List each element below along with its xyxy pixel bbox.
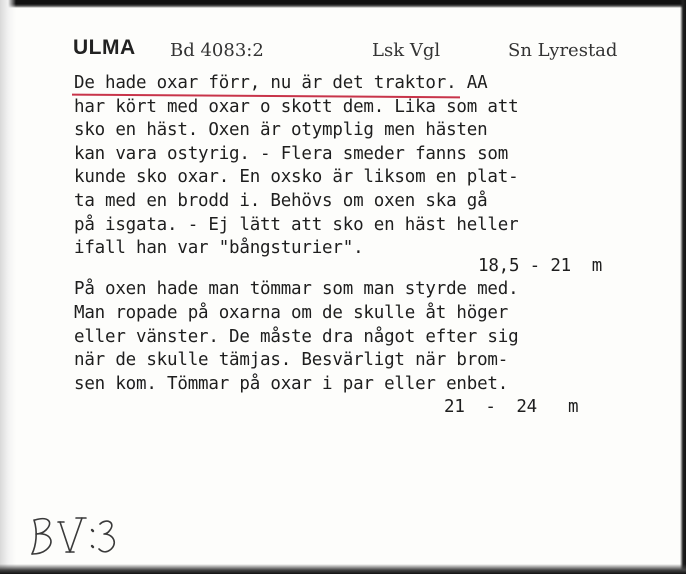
text-line: sen kom. Tömmar på oxar i par eller enbet. [74,373,509,394]
text-line: ifall han var "bångsturier". [74,238,364,259]
text-fragment: AA [456,73,488,93]
measure-line [74,396,679,420]
text-line: när de skulle tämjas. Besvärligt när brom- [74,350,509,371]
text-line: Man ropade på oxarna om de skulle åt höger [74,302,509,323]
parish-name: Sn Lyrestad [508,40,618,61]
handwritten-archive-mark [24,512,124,560]
recording-measure: 18,5 - 21 m [478,255,603,276]
archive-org-label: ULMA [73,36,136,59]
text-line [74,72,679,96]
card-left-edge [0,0,16,574]
card-bottom-edge [0,564,686,574]
card-right-edge [680,0,686,574]
card-top-edge [0,0,686,8]
text-line: eller vänster. De måste dra något efter sig [74,326,519,347]
text-line: på isgata. - Ej lätt att sko en häst heller [74,214,519,235]
text-line: har kört med oxar o skott dem. Lika som att [74,96,519,117]
text-line: ta med en brodd i. Behövs om oxen ska gå [74,190,488,211]
recording-measure: 21 - 24 m [444,397,579,418]
text-line: kunde sko oxar. En oxsko är liksom en plat- [74,167,519,188]
transcript-body [74,72,679,420]
text-line: sko en häst. Oxen är otymplig men hästen [74,120,488,141]
card-header [0,36,686,64]
subject-code: Lsk Vgl [372,40,441,61]
text-line: På oxen hade man tömmar som man styrde med. [74,279,519,300]
text-line: kan vara ostyrig. - Flera smeder fanns som [74,143,509,164]
reference-number: Bd 4083:2 [170,40,264,61]
underlined-heading: De hade oxar förr, nu är det traktor. [74,73,457,93]
